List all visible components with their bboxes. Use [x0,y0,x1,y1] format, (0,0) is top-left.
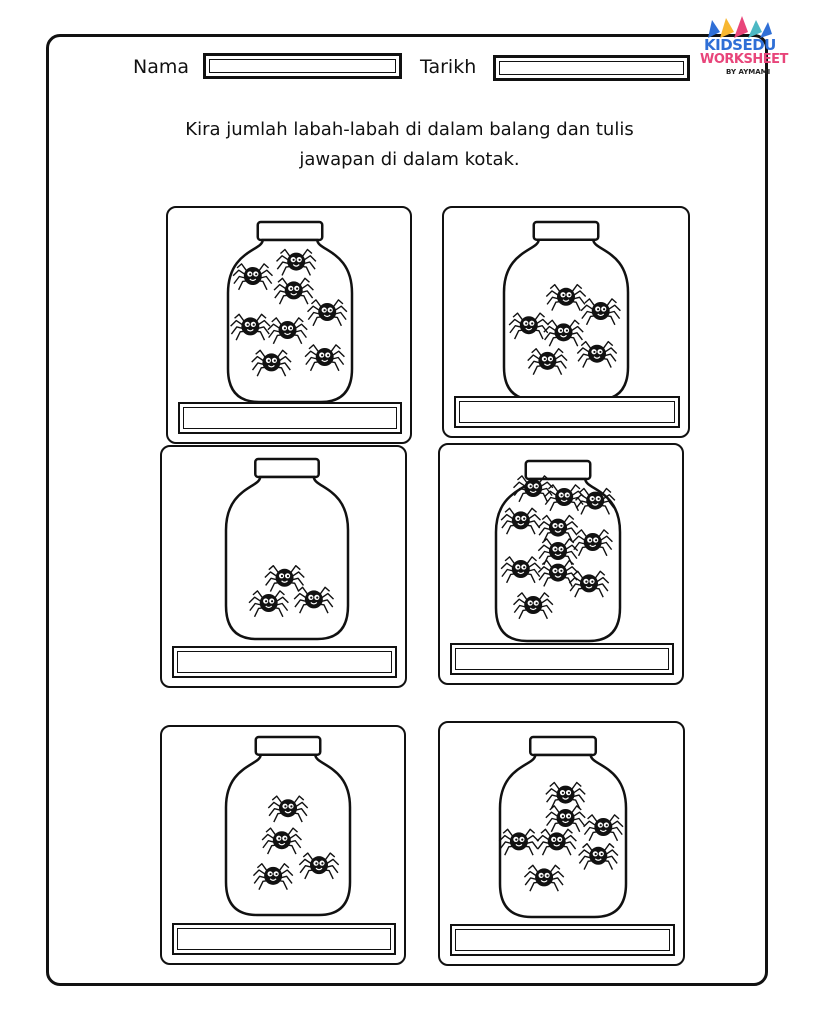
jar-card [160,445,407,688]
name-field[interactable] [203,53,402,79]
jar-icon [226,459,348,639]
instruction-line-2: jawapan di dalam kotak. [299,149,520,170]
jar-card [442,206,690,438]
jar-card [438,721,685,966]
date-label: Tarikh [420,56,477,78]
answer-box[interactable] [178,402,402,434]
jar-card [438,443,684,685]
jar-card [160,725,406,965]
answer-box[interactable] [450,643,674,675]
date-field[interactable] [493,55,690,81]
answer-box[interactable] [172,923,396,955]
answer-box[interactable] [454,396,680,428]
logo-text-kidsedu: KIDSEDU [704,36,776,54]
answer-box[interactable] [450,924,675,956]
answer-box[interactable] [172,646,397,678]
jar-icon [226,737,350,915]
instruction-line-1: Kira jumlah labah-labah di dalam balang dan tulis [185,119,634,140]
name-label: Nama [133,56,190,78]
logo-text-worksheet: WORKSHEET [700,52,788,67]
logo-text-byline: BY AYMAMI [726,68,771,76]
instructions [120,115,699,175]
kidsedu-logo [694,14,786,80]
jar-card [166,206,412,444]
